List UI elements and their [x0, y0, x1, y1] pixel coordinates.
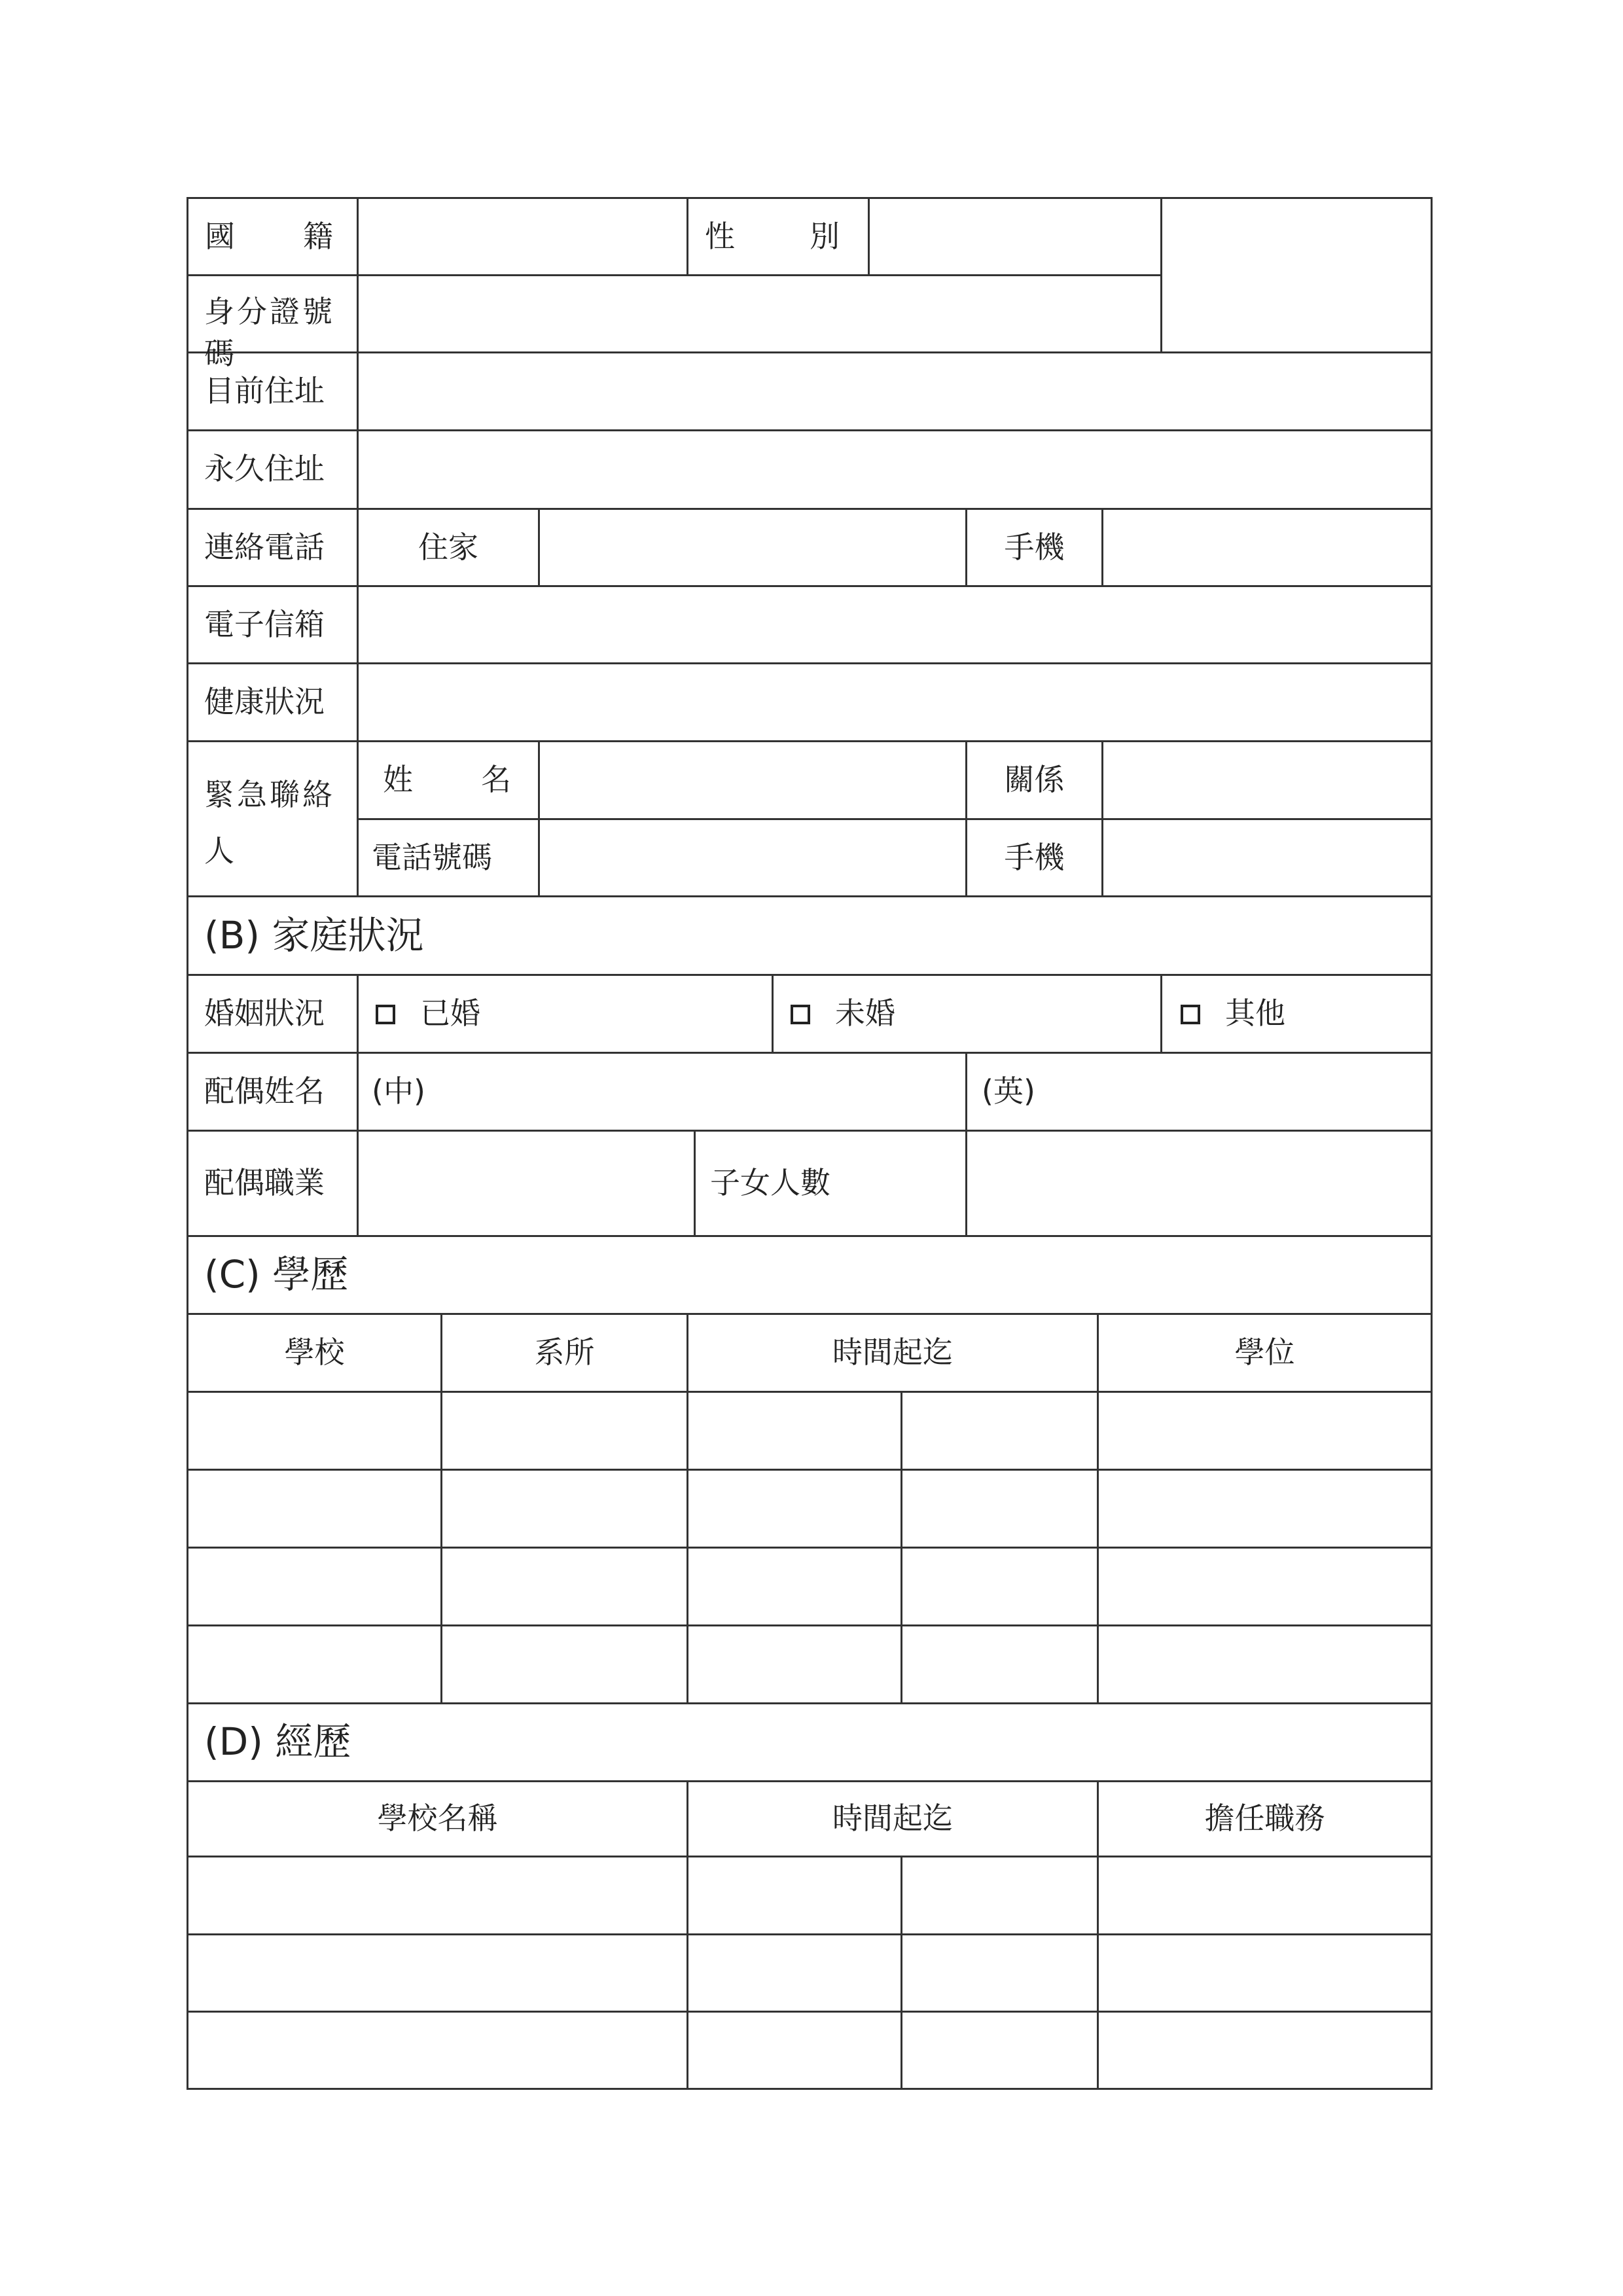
- home-phone-label: 住家: [418, 529, 478, 565]
- rule: [187, 1052, 1433, 1054]
- children-count-label: 子女人數: [710, 1165, 830, 1200]
- rule: [187, 197, 1433, 199]
- contact-mobile-label: 手機: [1004, 840, 1065, 875]
- rule: [187, 1235, 1433, 1237]
- rule: [187, 1780, 1433, 1782]
- rule: [1160, 974, 1162, 1053]
- education-header-school: 學校: [284, 1335, 345, 1370]
- rule: [187, 1856, 1433, 1857]
- experience-header-school-name: 學校名稱: [377, 1801, 498, 1836]
- nationality-label-1: 國: [205, 219, 235, 254]
- rule: [187, 1130, 1433, 1132]
- current-address-label: 目前住址: [204, 373, 325, 408]
- rule: [1101, 740, 1103, 897]
- rule: [187, 895, 1433, 897]
- emergency-contact-label-line2: 人: [204, 833, 234, 869]
- rule: [187, 585, 1433, 587]
- rule: [357, 974, 359, 1237]
- rule: [187, 974, 1433, 976]
- rule: [965, 1052, 967, 1237]
- rule: [901, 1391, 902, 1704]
- rule: [1160, 197, 1162, 353]
- spouse-name-chinese-label: (中): [372, 1073, 425, 1109]
- rule: [187, 1702, 1433, 1704]
- gender-label-1: 性: [705, 219, 735, 254]
- rule: [538, 740, 540, 897]
- rule: [1101, 508, 1103, 587]
- experience-header-period: 時間起迄: [832, 1801, 953, 1836]
- contact-phone-label: 連絡電話: [204, 529, 325, 565]
- rule: [772, 974, 774, 1053]
- gender-label-2: 別: [810, 219, 840, 254]
- rule: [187, 508, 1433, 510]
- rule: [694, 1130, 696, 1237]
- marital-status-label: 婚姻狀況: [204, 996, 325, 1031]
- rule: [187, 1547, 1433, 1549]
- rule: [187, 1933, 1433, 1935]
- rule: [538, 508, 540, 587]
- rule: [187, 1624, 1433, 1626]
- rule: [1431, 197, 1433, 2090]
- married-checkbox[interactable]: [376, 1005, 395, 1024]
- rule: [187, 2088, 1433, 2090]
- section-c-title: (C) 學歷: [204, 1252, 349, 1297]
- experience-header-position: 擔任職務: [1204, 1801, 1325, 1836]
- id-number-label: 身分證號碼: [204, 294, 335, 371]
- other-option-label: 其他: [1225, 996, 1285, 1031]
- rule: [187, 1469, 1433, 1471]
- contact-name-label-1: 姓: [383, 762, 413, 797]
- emergency-contact-label-line1: 緊急聯絡: [204, 777, 335, 812]
- rule: [868, 197, 870, 276]
- spouse-name-label: 配偶姓名: [204, 1073, 325, 1109]
- unmarried-checkbox[interactable]: [791, 1005, 810, 1024]
- id-number-label-clip: [204, 278, 355, 371]
- email-label: 電子信箱: [204, 607, 325, 642]
- education-header-degree: 學位: [1234, 1335, 1295, 1370]
- education-header-department: 系所: [534, 1335, 595, 1370]
- contact-name-label-2: 名: [481, 762, 511, 797]
- section-d-title: (D) 經歷: [204, 1719, 351, 1764]
- rule: [187, 740, 1433, 742]
- rule: [187, 662, 1433, 664]
- mobile-label: 手機: [1004, 529, 1065, 565]
- spouse-name-english-label: (英): [982, 1073, 1035, 1109]
- rule: [357, 818, 1433, 820]
- nationality-label-2: 籍: [303, 219, 333, 254]
- education-header-period: 時間起迄: [832, 1335, 953, 1370]
- section-b-title: (B) 家庭狀況: [204, 913, 424, 958]
- health-label: 健康狀況: [204, 684, 325, 719]
- rule: [901, 1856, 902, 2090]
- other-checkbox[interactable]: [1181, 1005, 1200, 1024]
- married-option-label: 已婚: [420, 996, 480, 1031]
- rule: [187, 274, 1162, 276]
- unmarried-option-label: 未婚: [835, 996, 895, 1031]
- permanent-address-label: 永久住址: [204, 451, 325, 486]
- spouse-job-label: 配偶職業: [204, 1165, 325, 1200]
- rule: [187, 1391, 1433, 1393]
- rule: [187, 1313, 1433, 1315]
- relationship-label: 關係: [1004, 762, 1065, 797]
- rule: [187, 2011, 1433, 2013]
- rule: [687, 197, 688, 276]
- contact-phone-number-label: 電話號碼: [372, 840, 492, 875]
- rule: [187, 429, 1433, 431]
- rule: [187, 351, 1433, 353]
